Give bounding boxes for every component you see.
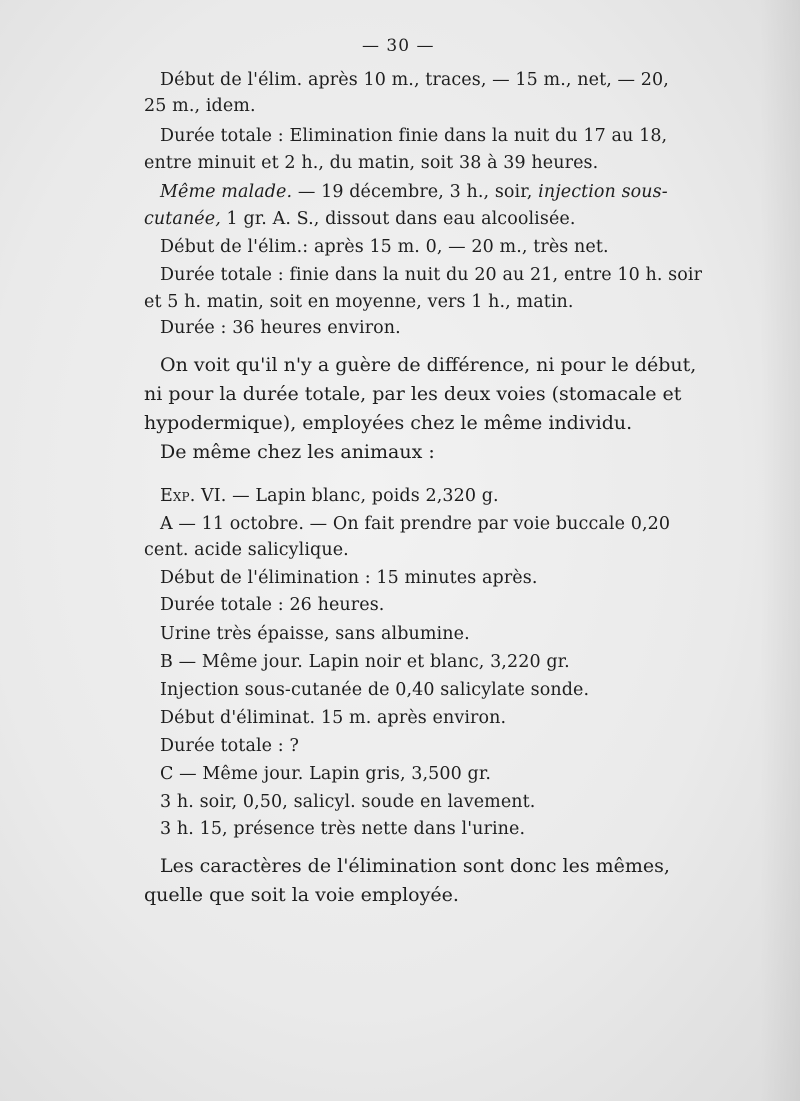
- experiment-line: Urine très épaisse, sans albumine.: [160, 624, 470, 644]
- experiment-line: Durée totale : 26 heures.: [160, 595, 385, 615]
- text-line: Durée totale : finie dans la nuit du 20 au 21, entre 10 h. soir: [160, 265, 703, 285]
- experiment-line: A — 11 octobre. — On fait prendre par voie buccale 0,20: [160, 514, 671, 534]
- text-line: Début de l'élim.: après 15 m. 0, — 20 m., très net.: [160, 237, 609, 257]
- experiment-line: B — Même jour. Lapin noir et blanc, 3,220 gr.: [160, 652, 570, 672]
- text-line: [144, 207, 576, 231]
- paragraph-line: On voit qu'il n'y a guère de différence, ni pour le début,: [160, 354, 697, 376]
- text-segment: 1 gr. A. S., dissout dans eau alcoolisée.: [220, 209, 576, 229]
- italic-text: cutanée,: [144, 209, 221, 229]
- italic-text: Même malade.: [160, 182, 293, 202]
- text-line: et 5 h. matin, soit en moyenne, vers 1 h., matin.: [144, 292, 574, 312]
- paragraph-line: ni pour la durée totale, par les deux voies (stomacale et: [144, 383, 682, 405]
- paragraph-line: hypodermique), employées chez le même individu.: [144, 412, 633, 434]
- page-number: — 30 —: [362, 36, 435, 56]
- experiment-line: Début d'éliminat. 15 m. après environ.: [160, 708, 507, 728]
- text-line: Durée totale : Elimination finie dans la nuit du 17 au 18,: [160, 126, 668, 146]
- paragraph-line: De même chez les animaux :: [160, 441, 435, 463]
- text-line: Durée : 36 heures environ.: [160, 318, 401, 338]
- experiment-line: 3 h. soir, 0,50, salicyl. soude en lavement.: [160, 792, 536, 812]
- italic-text: injection sous-: [538, 182, 668, 202]
- experiment-title: — Lapin blanc, poids 2,320 g.: [226, 486, 499, 506]
- conclusion-line: Les caractères de l'élimination sont donc les mêmes,: [160, 855, 670, 877]
- text-line: Début de l'élim. après 10 m., traces, — 15 m., net, — 20,: [160, 70, 669, 90]
- text-segment: — 19 décembre, 3 h., soir,: [292, 182, 539, 202]
- text-line: entre minuit et 2 h., du matin, soit 38 à 39 heures.: [144, 153, 599, 173]
- text-line: [160, 180, 668, 204]
- experiment-line: Début de l'élimination : 15 minutes après.: [160, 568, 538, 588]
- experiment-label: Exp. VI.: [160, 486, 227, 506]
- text-line: 25 m., idem.: [144, 96, 256, 116]
- experiment-heading: [160, 484, 499, 508]
- page-edge-shadow: [760, 0, 800, 1101]
- experiment-line: cent. acide salicylique.: [144, 540, 349, 560]
- experiment-line: Injection sous-cutanée de 0,40 salicylate sonde.: [160, 680, 590, 700]
- conclusion-line: quelle que soit la voie employée.: [144, 884, 459, 906]
- experiment-line: Durée totale : ?: [160, 736, 299, 756]
- experiment-line: C — Même jour. Lapin gris, 3,500 gr.: [160, 764, 492, 784]
- experiment-line: 3 h. 15, présence très nette dans l'urine.: [160, 819, 526, 839]
